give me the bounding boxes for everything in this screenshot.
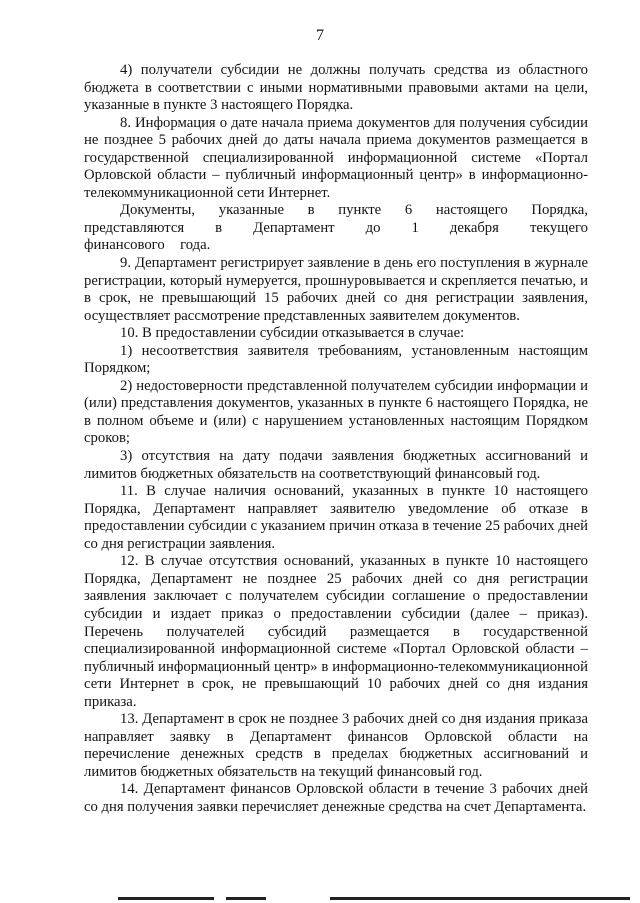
paragraph-item-10: 10. В предоставлении субсидии отказывается в случае:	[120, 325, 465, 342]
paragraph-item-9: 9. Департамент регистрирует заявление в день его поступления в журнале регистрации, который нумеруется, прошнуровывается и скрепляется печатью, и в срок, не превышающий 15 рабочих дней со дня регистрации заявления, осуществляет рассмотрение представленных заявителем документов.	[84, 255, 588, 324]
paragraph-refusal-3: 3) отсутствия на дату подачи заявления бюджетных ассигнований и лимитов бюджетных обязательств на соответствующий финансовый год.	[84, 448, 588, 482]
paragraph-documents-deadline: Документы, указанные в пункте 6 настоящего Порядка, представляются в Департамент до 1 декабря текущего финансового года.	[84, 202, 588, 254]
document-body	[84, 62, 588, 817]
paragraph-item-13: 13. Департамент в срок не позднее 3 рабочих дней со дня издания приказа направляет заявку в Департамент финансов Орловской области на перечисление денежных средств в пределах бюджетных ассигнований и лимитов бюджетных обязательств на текущий финансовый год.	[84, 711, 588, 780]
paragraph-item-11: 11. В случае наличия оснований, указанных в пункте 10 настоящего Порядка, Департамент направляет заявителю уведомление об отказе в предоставлении субсидии с указанием причин отказа в течение 25 рабочих дней со дня регистрации заявления.	[84, 483, 588, 552]
paragraph-item-14: 14. Департамент финансов Орловской области в течение 3 рабочих дней со дня получения заявки перечисляет денежные средства на счет Департамента.	[84, 781, 588, 815]
paragraph-refusal-2: 2) недостоверности представленной получателем субсидии информации и (или) представления документов, указанных в пункте 6 настоящего Порядка, не в полном объеме и (или) с нарушением установленных настоящим Порядком сроков;	[84, 377, 588, 447]
page-number: 7	[316, 27, 324, 44]
paragraph-item-8: 8. Информация о дате начала приема документов для получения субсидии не позднее 5 рабочих дней до даты начала приема документов размещается в государственной специализированной информационной системе «Портал Орловской области – публичный информационный центр» в информационно-телекоммуникационной сети Интернет.	[84, 114, 588, 201]
paragraph-refusal-1: 1) несоответствия заявителя требованиям, установленным настоящим Порядком;	[84, 342, 588, 377]
paragraph-subitem-4: 4) получатели субсидии не должны получать средства из областного бюджета в соответствии с иными нормативными правовыми актами на цели, указанные в пункте 3 настоящего Порядка.	[84, 62, 588, 114]
paragraph-item-12: 12. В случае отсутствия оснований, указанных в пункте 10 настоящего Порядка, Департамент не позднее 25 рабочих дней со дня регистрации заявления заключает с получателем субсидии соглашение о предоставлении субсидии и издает приказ о предоставлении субсидии (далее – приказ). Перечень получателей субсидий размещается в государственной специализированной информационной системе «Портал Орловской области – публичный информационный центр» в информационно-телекоммуникационной сети Интернет в срок, не превышающий 10 рабочих дней со дня издания приказа.	[84, 553, 588, 710]
scan-bottom-edge	[0, 894, 640, 903]
